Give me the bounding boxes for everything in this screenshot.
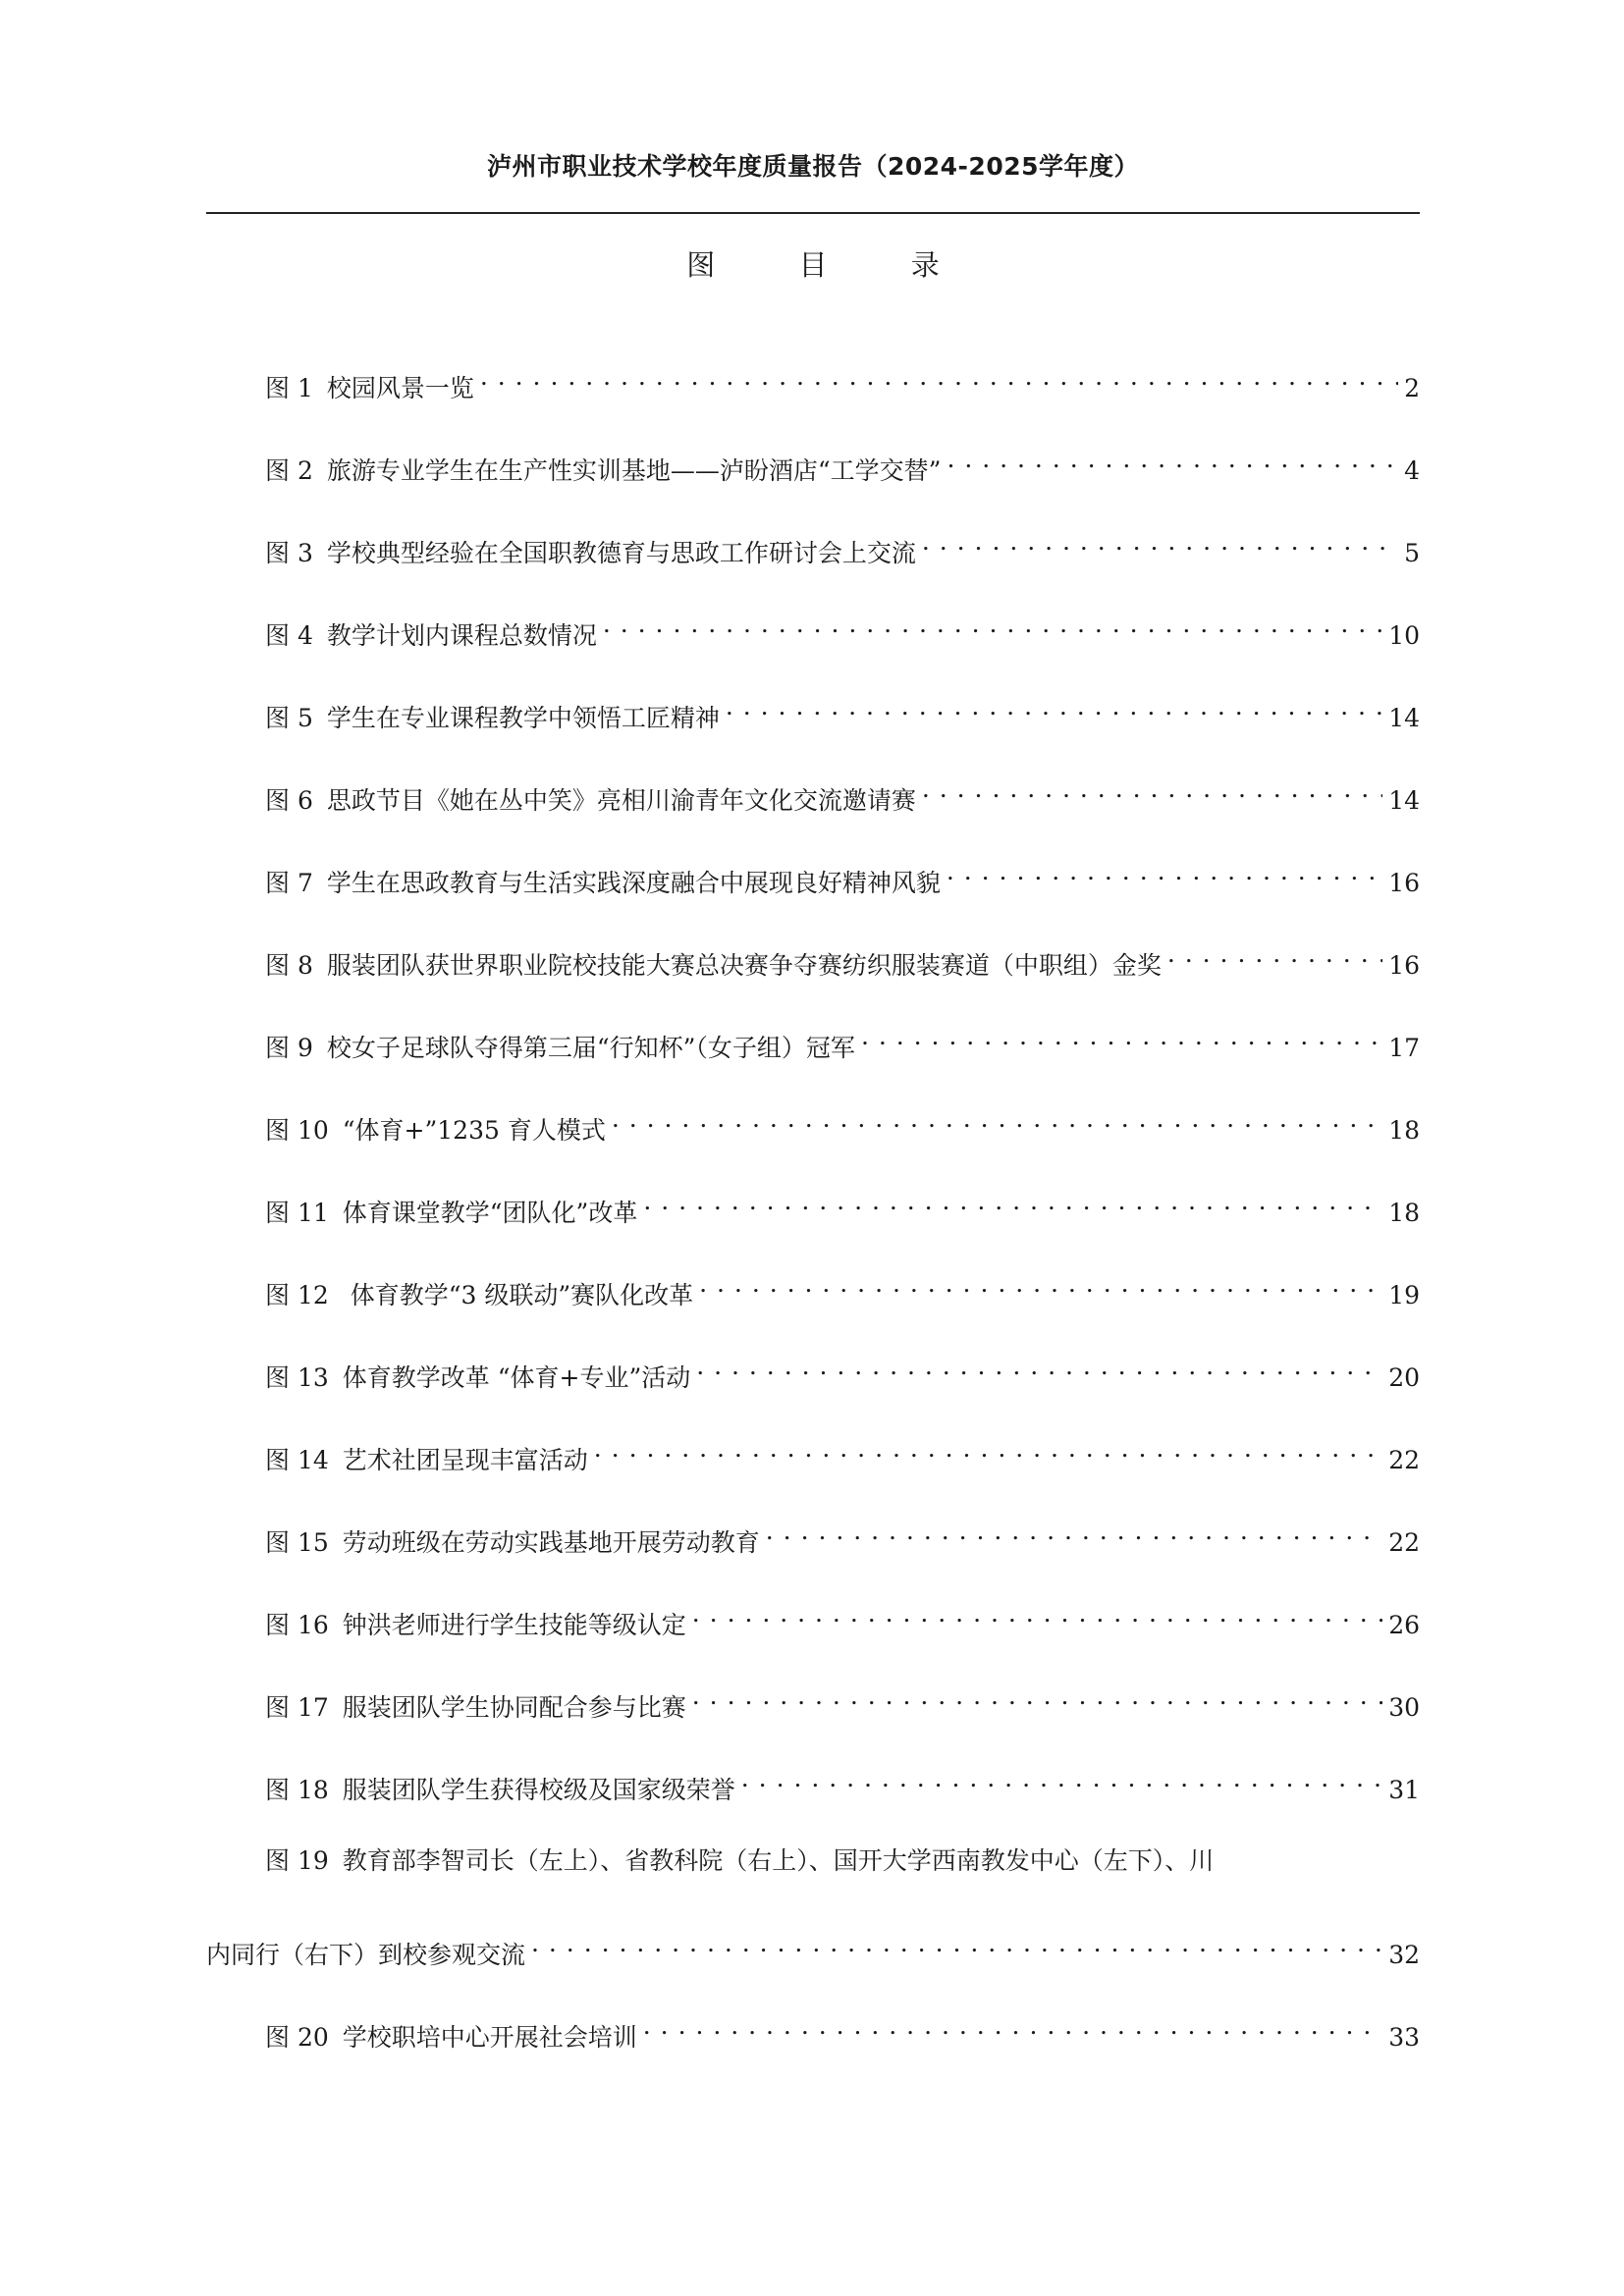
toc-entry-title: 校女子足球队夺得第三届“行知杯”（女子组）冠军 (326, 1034, 855, 1062)
toc-entry[interactable] (265, 1594, 1420, 1639)
toc-entry-title: 学校职培中心开展社会培训 (342, 2023, 637, 2052)
toc-entry-title: 劳动班级在劳动实践基地开展劳动教育 (342, 1528, 760, 1557)
toc-entry-page: 2 (1404, 374, 1420, 402)
toc-entry-title: 旅游专业学生在生产性实训基地——泸盼酒店“工学交替” (326, 456, 942, 485)
toc-entry[interactable] (265, 687, 1420, 732)
toc-entry-page: 18 (1388, 1199, 1420, 1227)
toc-entry-title: 服装团队学生获得校级及国家级荣誉 (342, 1776, 735, 1804)
toc-entry-page: 32 (1388, 1941, 1420, 1969)
toc-entry-title: 体育教学改革 “体育+专业”活动 (342, 1363, 691, 1392)
toc-leader-dots (692, 1594, 1382, 1633)
toc-entry-number: 图 17 (265, 1693, 329, 1722)
toc-entry[interactable] (265, 1264, 1420, 1309)
toc-title-char: 录 (910, 248, 940, 282)
toc-entry-number: 图 5 (265, 704, 313, 732)
toc-leader-dots (696, 1347, 1382, 1386)
toc-entry-title: 艺术社团呈现丰富活动 (342, 1446, 588, 1474)
toc-entry-page: 22 (1388, 1446, 1420, 1474)
toc-leader-dots (480, 357, 1398, 397)
toc-entry[interactable] (265, 1512, 1420, 1557)
toc-entry-number: 图 13 (265, 1363, 329, 1392)
toc-entry-page: 33 (1388, 2023, 1420, 2052)
toc-leader-dots (643, 1182, 1382, 1221)
toc-entry-title: 校园风景一览 (326, 374, 474, 402)
toc-entry-number: 图 2 (265, 456, 313, 485)
toc-leader-dots (741, 1759, 1382, 1798)
toc-entry-title: “体育+”1235 育人模式 (342, 1116, 606, 1145)
toc-leader-dots (603, 605, 1382, 644)
toc-entry-page: 14 (1388, 786, 1420, 815)
toc-entry-page: 30 (1388, 1693, 1420, 1722)
toc-entry[interactable] (265, 440, 1420, 485)
toc-entry-page: 26 (1388, 1611, 1420, 1639)
toc-entry-title: 学生在专业课程教学中领悟工匠精神 (326, 704, 720, 732)
header-divider (206, 212, 1420, 214)
toc-entry[interactable] (265, 2006, 1420, 2052)
toc-entry-page: 17 (1388, 1034, 1420, 1062)
toc-leader-dots (612, 1099, 1382, 1139)
toc-entry-page: 14 (1388, 704, 1420, 732)
toc-entry[interactable] (265, 1017, 1420, 1062)
toc-entry-number: 图 20 (265, 2023, 329, 2052)
toc-entry[interactable] (265, 1099, 1420, 1145)
toc-entry-number: 图 12 (265, 1281, 329, 1309)
toc-entry-page: 16 (1388, 869, 1420, 897)
toc-entry-page: 16 (1388, 951, 1420, 980)
report-header: 泸州市职业技术学校年度质量报告（2024-2025学年度） (486, 152, 1140, 181)
toc-entry-title: 学校典型经验在全国职教德育与思政工作研讨会上交流 (326, 539, 916, 567)
toc-entry-page: 31 (1388, 1776, 1420, 1804)
toc-title (206, 245, 1420, 285)
toc-leader-dots (643, 2006, 1382, 2046)
toc-leader-dots (922, 770, 1382, 809)
toc-entry[interactable] (265, 852, 1420, 897)
toc-entry[interactable] (265, 1759, 1420, 1804)
toc-entry[interactable] (265, 522, 1420, 567)
toc-entry[interactable] (265, 1429, 1420, 1474)
toc-entry-number: 图 7 (265, 869, 313, 897)
toc-entry-number: 图 19 (265, 1846, 329, 1875)
toc-entry-title: 教学计划内课程总数情况 (326, 621, 597, 650)
toc-entry[interactable] (265, 605, 1420, 650)
toc-entry-number: 图 14 (265, 1446, 329, 1474)
toc-leader-dots (699, 1264, 1382, 1304)
toc-leader-dots (594, 1429, 1382, 1468)
toc-entry[interactable] (265, 1347, 1420, 1392)
toc-entry-number: 图 8 (265, 951, 313, 980)
toc-title-char: 图 (686, 248, 716, 282)
toc-entry-page: 10 (1388, 621, 1420, 650)
toc-leader-dots (531, 1924, 1382, 1963)
toc-entry-number: 图 16 (265, 1611, 329, 1639)
toc-entry-number: 图 1 (265, 374, 313, 402)
toc-entry-number: 图 11 (265, 1199, 329, 1227)
toc-entry-page: 20 (1388, 1363, 1420, 1392)
toc-entry-title: 思政节目《她在丛中笑》亮相川渝青年文化交流邀请赛 (326, 786, 916, 815)
toc-entry-number: 图 6 (265, 786, 313, 815)
toc-entry-title: 体育教学“3 级联动”赛队化改革 (342, 1281, 694, 1309)
toc-entry-page: 18 (1388, 1116, 1420, 1145)
toc-entry-number: 图 18 (265, 1776, 329, 1804)
toc-title-char: 目 (798, 248, 828, 282)
toc-leader-dots (861, 1017, 1382, 1056)
toc-leader-dots (766, 1512, 1382, 1551)
toc-leader-dots (947, 440, 1398, 479)
toc-entry-wrapped-line2[interactable] (206, 1924, 1420, 1969)
toc-entry-title: 学生在思政教育与生活实践深度融合中展现良好精神风貌 (326, 869, 941, 897)
toc-entry-title: 体育课堂教学“团队化”改革 (342, 1199, 638, 1227)
toc-entry-title-continued: 内同行（右下）到校参观交流 (206, 1941, 526, 1969)
toc-entry-number: 图 10 (265, 1116, 329, 1145)
toc-entry-page: 5 (1404, 539, 1420, 567)
toc-entry-page: 4 (1404, 456, 1420, 485)
toc-entry-page: 22 (1388, 1528, 1420, 1557)
toc-entry-page: 19 (1388, 1281, 1420, 1309)
toc-entry[interactable] (265, 770, 1420, 815)
toc-leader-dots (726, 687, 1382, 726)
toc-leader-dots (692, 1677, 1382, 1716)
toc-entry-wrapped-line1[interactable] (265, 1842, 1420, 1881)
toc-entry[interactable] (265, 1182, 1420, 1227)
toc-entry[interactable] (265, 1677, 1420, 1722)
toc-leader-dots (922, 522, 1398, 561)
toc-leader-dots (947, 852, 1382, 891)
toc-entry-number: 图 15 (265, 1528, 329, 1557)
toc-entry[interactable] (265, 934, 1420, 980)
toc-entry-number: 图 9 (265, 1034, 313, 1062)
toc-entry-title: 教育部李智司长（左上）、省教科院（右上）、国开大学西南教发中心（左下）、川 (342, 1846, 1215, 1875)
toc-entry[interactable] (265, 357, 1420, 402)
toc-entry-number: 图 4 (265, 621, 313, 650)
toc-entry-title: 钟洪老师进行学生技能等级认定 (342, 1611, 686, 1639)
toc-entry-title: 服装团队学生协同配合参与比赛 (342, 1693, 686, 1722)
toc-leader-dots (1167, 934, 1382, 974)
toc-entry-title: 服装团队获世界职业院校技能大赛总决赛争夺赛纺织服装赛道（中职组）金奖 (326, 951, 1162, 980)
toc-entry-number: 图 3 (265, 539, 313, 567)
